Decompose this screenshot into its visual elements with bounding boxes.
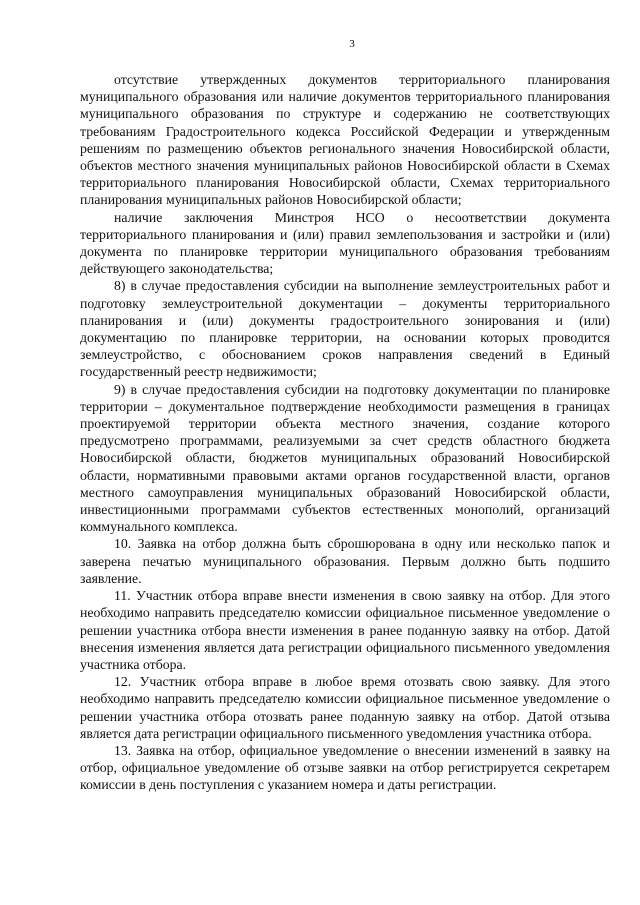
document-body (80, 71, 610, 794)
page-number: 3 (349, 38, 355, 50)
paragraph-item-8: 8) в случае предоставления субсидии на выполнение землеустроительных работ и подготовку землеустроительной документации – документы территориального планирования и (или) документы градостроительного зонирования и (или) документацию по планировке территории, на основании которых проводится землеустройство, с обоснованием сроков направления сведений в Единый государственный реестр недвижимости; (80, 278, 610, 380)
paragraph-missing-planning-docs: отсутствие утвержденных документов территориального планирования муниципального образования или наличие документов территориального планирования муниципального образования по структуре и содержанию не соответствующих требованиям Градостроительного кодекса Российской Федерации и утвержденным решениям по размещению объектов регионального значения Новосибирской области, объектов местного значения муниципальных районов Новосибирской области в Схемах территориального планирования Новосибирской области, Схемах территориального планирования муниципальных районов Новосибирской области; (80, 72, 610, 208)
paragraph-item-10: 10. Заявка на отбор должна быть сброшюрована в одну или несколько папок и заверена печатью муниципального образования. Первым должно быть подшито заявление. (80, 536, 610, 586)
paragraph-item-13: 13. Заявка на отбор, официальное уведомление о внесении изменений в заявку на отбор, официальное уведомление об отзыве заявки на отбор регистрируется секретарем комиссии в день поступления с указанием номера и даты регистрации. (80, 742, 610, 793)
paragraph-minstroy-conclusion: наличие заключения Минстроя НСО о несоответствии документа территориального планирования и (или) правил землепользования и застройки и (или) документа по планировке территории муниципального образования требованиям действующего законодательства; (80, 209, 610, 277)
paragraph-item-12: 12. Участник отбора вправе в любое время отозвать свою заявку. Для этого необходимо направить председателю комиссии официальное письменное уведомление о решении участника отбора отозвать ранее поданную заявку на отбор. Датой отзыва является дата регистрации официального письменного уведомления участника отбора. (80, 674, 610, 741)
paragraph-item-9: 9) в случае предоставления субсидии на подготовку документации по планировке территории – документальное подтверждение необходимости размещения в границах проектируемой территории объекта местного значения, создание которого предусмотрено программами, реализуемыми за счет средств областного бюджета Новосибирской области, бюджетов муниципальных образований Новосибирской области, нормативными правовыми актами органов государственной власти, органов местного самоуправления муниципальных образований Новосибирской области, инвестиционными программами субъектов естественных монополий, организаций коммунального комплекса. (80, 381, 610, 535)
paragraph-item-11: 11. Участник отбора вправе внести изменения в свою заявку на отбор. Для этого необходимо направить председателю комиссии официальное письменное уведомление о решении участника отбора внести изменения в ранее поданную заявку на отбор. Датой внесения изменения является дата регистрации официального письменного уведомления участника отбора. (80, 588, 610, 672)
